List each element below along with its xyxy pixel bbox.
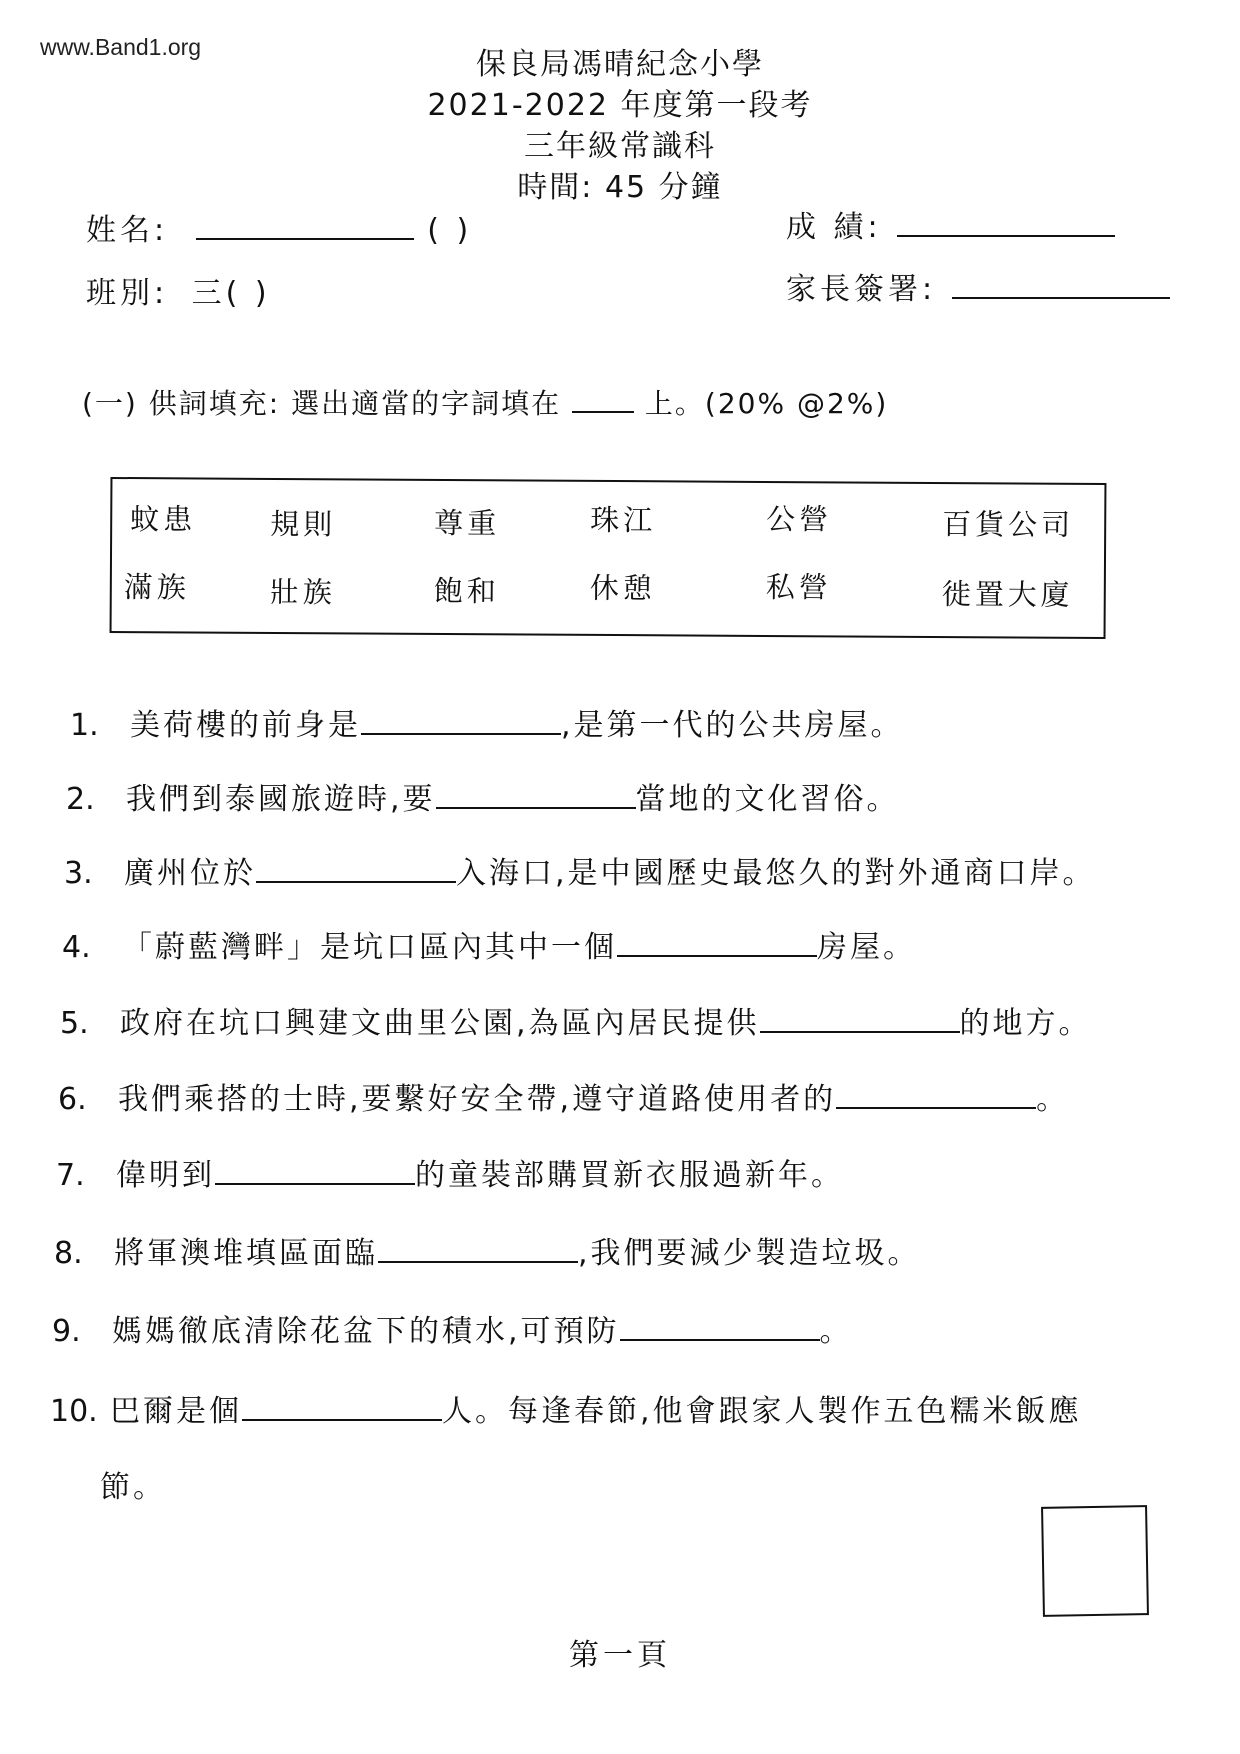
answer-blank[interactable] xyxy=(436,806,636,809)
signature-row xyxy=(786,264,1170,308)
page-number: 第一頁 xyxy=(569,1638,671,1673)
class-value: 三( ) xyxy=(191,276,271,311)
time-limit: 時間: 45 分鐘 xyxy=(517,170,723,205)
question-9 xyxy=(52,1306,1182,1350)
question-number: 4. xyxy=(62,930,91,965)
signature-label: 家長簽署: xyxy=(786,272,937,307)
name-label: 姓名: xyxy=(86,213,169,248)
section-title xyxy=(82,382,888,422)
question-text-after: ,我們要減少製造垃圾。 xyxy=(578,1236,921,1271)
question-number: 9. xyxy=(52,1314,81,1349)
question-text-after: 的地方。 xyxy=(959,1006,1092,1041)
question-text-before: 媽媽徹底清除花盆下的積水,可預防 xyxy=(112,1314,620,1349)
subject-title: 三年級常識科 xyxy=(524,129,716,164)
answer-blank[interactable] xyxy=(760,1030,960,1033)
question-text-before: 廣州位於 xyxy=(124,856,256,891)
score-row xyxy=(786,202,1115,246)
answer-blank[interactable] xyxy=(378,1260,578,1263)
question-number: 3. xyxy=(64,856,93,891)
answer-blank[interactable] xyxy=(620,1338,820,1341)
question-number: 7. xyxy=(56,1158,85,1193)
question-6 xyxy=(58,1074,1188,1118)
question-text-before: 我們到泰國旅遊時,要 xyxy=(126,782,436,817)
word-bank-box xyxy=(110,477,1107,639)
class-number-paren: ( ) xyxy=(427,213,473,248)
question-text-before: 「蔚藍灣畔」是坑口區內其中一個 xyxy=(122,930,617,965)
question-text-after: ,是第一代的公共房屋。 xyxy=(561,708,904,743)
question-text-after: 當地的文化習俗。 xyxy=(635,782,900,817)
score-label: 成 績: xyxy=(786,210,882,245)
answer-blank[interactable] xyxy=(836,1106,1036,1109)
question-text-before: 我們乘搭的士時,要繫好安全帶,遵守道路使用者的 xyxy=(118,1082,837,1117)
question-4 xyxy=(62,922,1192,966)
answer-blank[interactable] xyxy=(242,1418,442,1421)
exam-title: 2021-2022 年度第一段考 xyxy=(427,88,813,123)
question-3 xyxy=(64,848,1194,892)
word-bank-item: 蚊患 xyxy=(130,502,197,537)
question-text-before: 巴爾是個 xyxy=(110,1394,242,1429)
word-bank-item: 徙置大廈 xyxy=(941,577,1074,612)
signature-blank[interactable] xyxy=(952,296,1170,299)
answer-blank[interactable] xyxy=(617,954,817,957)
question-number: 10. xyxy=(50,1394,98,1429)
question-text-before: 將軍澳堆填區面臨 xyxy=(114,1236,378,1271)
question-8 xyxy=(54,1228,1184,1272)
question-text-before: 美荷樓的前身是 xyxy=(130,708,361,743)
question-5 xyxy=(60,998,1190,1042)
name-blank[interactable] xyxy=(196,237,414,240)
section-title-blank xyxy=(572,410,634,413)
answer-blank[interactable] xyxy=(215,1182,415,1185)
word-bank-item: 規則 xyxy=(270,506,337,542)
question-10 xyxy=(50,1386,1180,1430)
word-bank-item: 飽和 xyxy=(433,573,500,609)
class-label: 班別: xyxy=(86,276,169,311)
question-number: 6. xyxy=(58,1082,87,1117)
question-7 xyxy=(56,1150,1186,1194)
word-bank-item: 百貨公司 xyxy=(942,507,1075,542)
word-bank-item: 壯族 xyxy=(269,574,336,610)
question-text-after: 房屋。 xyxy=(817,930,916,965)
question-text-after: 的童裝部購買新衣服過新年。 xyxy=(415,1158,844,1193)
question-number: 8. xyxy=(54,1236,83,1271)
word-bank-item: 休憩 xyxy=(589,570,656,606)
word-bank-item: 公營 xyxy=(766,501,833,537)
section-title-prefix: (一) 供詞填充: 選出適當的字詞填在 xyxy=(82,387,562,420)
answer-blank[interactable] xyxy=(256,880,456,883)
question-1 xyxy=(70,700,1200,744)
answer-blank[interactable] xyxy=(361,732,561,735)
word-bank-item: 珠江 xyxy=(590,502,657,538)
exam-header xyxy=(0,44,1240,208)
question-text-before: 偉明到 xyxy=(116,1158,215,1193)
section-title-suffix: 上。(20% @2%) xyxy=(644,387,889,420)
question-text-after: 人。每逢春節,他會跟家人製作五色糯米飯應 xyxy=(442,1394,1082,1429)
name-row xyxy=(86,205,472,249)
question-number: 2. xyxy=(66,782,95,817)
section-score-box[interactable] xyxy=(1041,1505,1149,1617)
question-text-before: 政府在坑口興建文曲里公園,為區內居民提供 xyxy=(120,1006,760,1041)
question-2 xyxy=(66,774,1196,818)
question-text-after: 入海口,是中國歷史最悠久的對外通商口岸。 xyxy=(456,856,1096,891)
question-text-after: 。 xyxy=(1036,1082,1070,1117)
word-bank-item: 尊重 xyxy=(434,505,501,541)
question-number: 5. xyxy=(60,1006,89,1041)
word-bank-item: 滿族 xyxy=(123,570,190,605)
question-text-after: 。 xyxy=(819,1314,853,1349)
class-row xyxy=(86,268,271,312)
score-blank[interactable] xyxy=(897,234,1115,237)
word-bank-item: 私營 xyxy=(765,569,832,605)
school-name: 保良局馮晴紀念小學 xyxy=(476,47,764,82)
question-number: 1. xyxy=(70,708,99,743)
question-10-continuation: 節。 xyxy=(100,1470,166,1505)
website-watermark: www.Band1.org xyxy=(40,34,202,60)
